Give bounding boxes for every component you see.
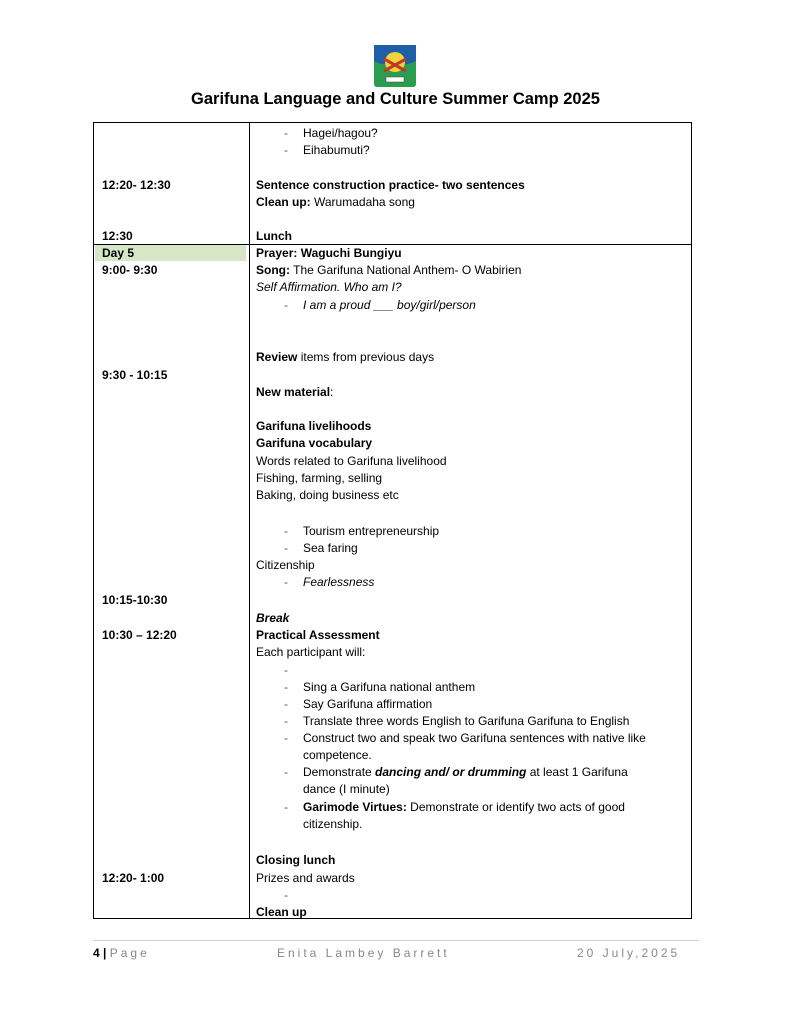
activity-heading: Garifuna livelihoods <box>256 419 372 433</box>
list-item: I am a proud ___ boy/girl/person <box>303 298 476 312</box>
time-slot: 12:20- 1:00 <box>102 871 165 885</box>
footer-divider <box>93 940 699 941</box>
bullet-dash: - <box>284 800 288 814</box>
activity-line: Each participant will: <box>256 645 366 659</box>
bullet-dash: - <box>284 731 288 745</box>
bullet-dash: - <box>284 680 288 694</box>
bullet-dash: - <box>284 888 288 902</box>
list-item: Garimode Virtues: Demonstrate or identify two acts of good <box>303 800 625 814</box>
garifuna-emblem-icon <box>374 45 416 87</box>
list-item: Demonstrate dancing and/ or drumming at least 1 Garifuna <box>303 765 628 779</box>
activity-line: Baking, doing business etc <box>256 488 399 502</box>
footer-author: Enita Lambey Barrett <box>277 946 450 960</box>
activity-heading: Closing lunch <box>256 853 336 867</box>
activity-heading: Lunch <box>256 229 292 243</box>
time-slot: 9:30 - 10:15 <box>102 368 168 382</box>
activity-heading: Garifuna vocabulary <box>256 436 373 450</box>
activity-heading: Clean up <box>256 905 307 919</box>
list-item-continued: competence. <box>303 748 372 762</box>
list-item: Sea faring <box>303 541 358 555</box>
activity-heading: Practical Assessment <box>256 628 380 642</box>
activity-line: Review items from previous days <box>256 350 435 364</box>
column-divider <box>249 123 250 918</box>
bullet-dash: - <box>284 697 288 711</box>
activity-heading: Break <box>256 611 290 625</box>
bullet-dash: - <box>284 714 288 728</box>
time-slot: 12:30 <box>102 229 133 243</box>
bullet-dash: - <box>284 765 288 779</box>
activity-line: Self Affirmation. Who am I? <box>256 280 402 294</box>
activity-line: Song: The Garifuna National Anthem- O Wabirien <box>256 263 522 277</box>
list-item: Fearlessness <box>303 575 375 589</box>
list-item: Say Garifuna affirmation <box>303 697 433 711</box>
footer-date: 20 July,2025 <box>577 946 681 960</box>
activity-line: Clean up: Warumadaha song <box>256 195 415 209</box>
bullet-dash: - <box>284 524 288 538</box>
activity-line: Fishing, farming, selling <box>256 471 383 485</box>
list-item: Construct two and speak two Garifuna sentences with native like <box>303 731 646 745</box>
activity-line: Prizes and awards <box>256 871 355 885</box>
day-label: Day 5 <box>102 246 135 260</box>
list-item-continued: dance (I minute) <box>303 782 390 796</box>
bullet-dash: - <box>284 126 288 140</box>
bullet-dash: - <box>284 575 288 589</box>
activity-heading: Prayer: Waguchi Bungiyu <box>256 246 402 260</box>
bullet-dash: - <box>284 298 288 312</box>
activity-heading: Sentence construction practice- two sentences <box>256 178 525 192</box>
list-item: Tourism entrepreneurship <box>303 524 440 538</box>
list-item: Eihabumuti? <box>303 143 370 157</box>
list-item: Hagei/hagou? <box>303 126 378 140</box>
list-item-continued: citizenship. <box>303 817 363 831</box>
page-title: Garifuna Language and Culture Summer Camp 2025 <box>191 90 600 108</box>
list-item: Translate three words English to Garifuna Garifuna to English <box>303 714 630 728</box>
time-slot: 9:00- 9:30 <box>102 263 158 277</box>
time-slot: 10:30 – 12:20 <box>102 628 177 642</box>
time-slot: 10:15-10:30 <box>102 593 168 607</box>
bullet-dash: - <box>284 143 288 157</box>
schedule-table <box>93 122 692 919</box>
activity-line: Words related to Garifuna livelihood <box>256 454 447 468</box>
bullet-dash: - <box>284 541 288 555</box>
page-number: 4 | Page <box>93 946 150 960</box>
bullet-dash: - <box>284 663 288 677</box>
activity-line: New material: <box>256 385 334 399</box>
list-item: Sing a Garifuna national anthem <box>303 680 476 694</box>
activity-line: Citizenship <box>256 558 315 572</box>
time-slot: 12:20- 12:30 <box>102 178 171 192</box>
